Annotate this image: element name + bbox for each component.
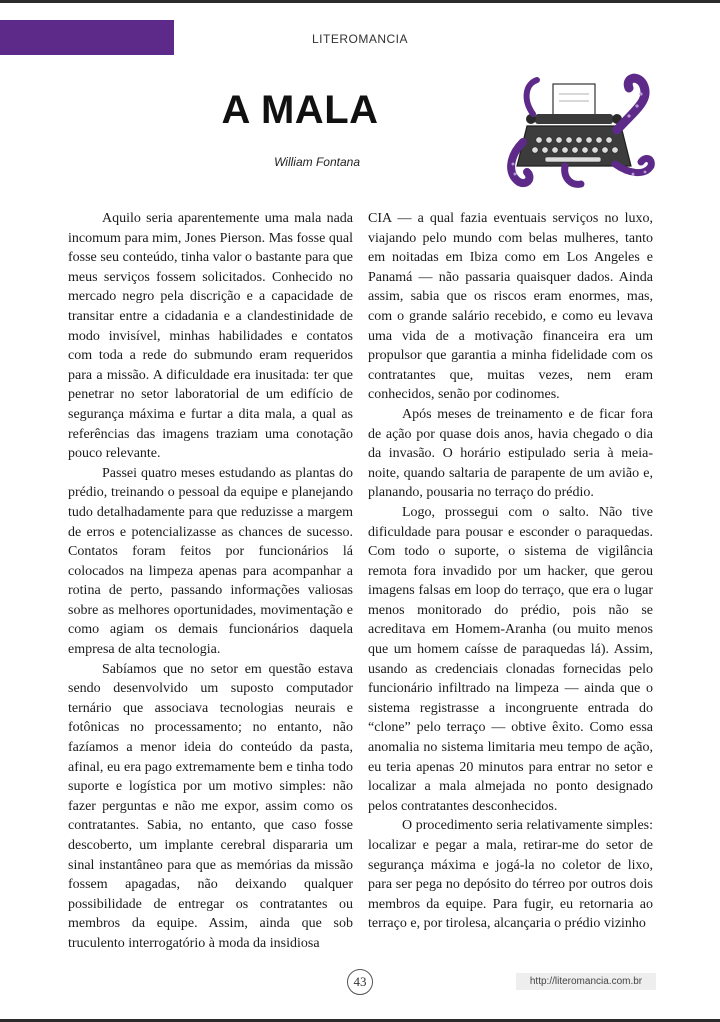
typewriter-tentacles-illustration: [505, 70, 655, 190]
paragraph: O procedimento seria relativamente simples: localizar e pegar a mala, retirar-me do setor de segurança máxima e jogá-la no coletor de lixo, para ser pega no depósito do térreo por outros dois membros da equipe. Para fugir, eu retornaria ao terraço e, por tirolesa, alcançaria o prédio vizinho: [368, 818, 653, 932]
paragraph: Passei quatro meses estudando as plantas do prédio, treinando o pessoal da equipe e planejando tudo detalhadamente para que reduzisse a margem de erros e potencializasse as chances de sucesso. Contatos foram feitos por funcionários lá colocados na limpeza apenas para acompanhar a rotina de perto, passando informações valiosas sobre as melhores oportunidades, movimentação e como agiam os demais funcionários daquela empresa de alta tecnologia.: [68, 465, 353, 658]
paragraph: Logo, prossegui com o salto. Não tive dificuldade para pousar e esconder o paraquedas. Com todo o suporte, o sistema de vigilância remota fora invadido por um hacker, que gerou imagens falsas em loop do terraço, que era o lugar menos monitorado do prédio, pois não se acreditava em Homem-Aranha (ou muito menos que um homem caísse de paraquedas lá). Assim, usando as credenciais clonadas fornecidas pelo funcionário infiltrado na limpeza — ainda que o sistema registrasse a incongruente entrada do “clone” pelo terraço — obtive êxito. Como essa anomalia no sistema limitaria meu tempo de ação, eu teria apenas 20 minutos para entrar no setor e localizar a mala almejada no ponto designado pelos contratantes desconhecidos.: [368, 504, 653, 814]
section-name: LITEROMANCIA: [311, 32, 408, 46]
article-author: William Fontana: [274, 155, 360, 169]
website-url[interactable]: http://literomancia.com.br: [516, 973, 656, 990]
paragraph: Sabíamos que no setor em questão estava sendo desenvolvido um suposto computador ternário que associava tecnologias neurais e fotônicas no processamento; no entanto, não fazíamos a menor ideia do conteúdo da pasta, afinal, eu era pago extremamente bem e tinha todo suporte e logística por um motivo simples: não fazer perguntas e não me expor, assim como os contratantes. Sabia, no entanto, que caso fosse descoberto, um implante cerebral dispararia um sinal instantâneo para que as memórias da missão fossem apagadas, não deixando qualquer possibilidade de entregar os contratantes ou membros da equipe. Assim, ainda que sob truculento interrogatório à moda da insidiosa: [68, 661, 353, 951]
section-accent-band: [0, 20, 174, 55]
paragraph: Após meses de treinamento e de ficar fora de ação por quase dois anos, havia chegado o dia da invasão. O horário estipulado seria à meia-noite, quando saltaria de parapente de um avião e, planando, pousaria no terraço do prédio.: [368, 406, 653, 501]
paragraph: CIA — a qual fazia eventuais serviços no luxo, viajando pelo mundo com belas mulheres, tanto em noitadas em Ibiza como em Los Angeles e Panamá — não passaria quaisquer dados. Ainda assim, sabia que os riscos eram enormes, mas, com o grande salário recebido, e como eu levava uma vida de a motivação financeira era um propulsor que garantia a minha fidelidade com os contratantes que, muitas vezes, nem eram conhecidos, senão por codinomes.: [368, 211, 653, 403]
top-border: [0, 0, 720, 3]
right-text-column: [368, 209, 653, 934]
typewriter-carriage: [535, 114, 613, 124]
page-number: 43: [347, 969, 373, 995]
left-text-column: [68, 209, 353, 954]
paragraph: Aquilo seria aparentemente uma mala nada incomum para mim, Jones Pierson. Mas fosse qual fosse seu conteúdo, tinha valor o bastante para que meus serviços fossem solicitados. Conhecido no mercado negro pela discrição e a capacidade de transitar entre a cidadania e a clandestinidade de modo invisível, minhas habilidades e contatos com toda a rede do submundo eram requeridos para a missão. A dificuldade era inusitada: ter que penetrar no setor laboratorial de um edifício de segurança máxima e furtar a dita mala, a qual as referências das imagens traziam uma conotação pouco relevante.: [68, 211, 353, 462]
article-title: A MALA: [221, 88, 379, 132]
